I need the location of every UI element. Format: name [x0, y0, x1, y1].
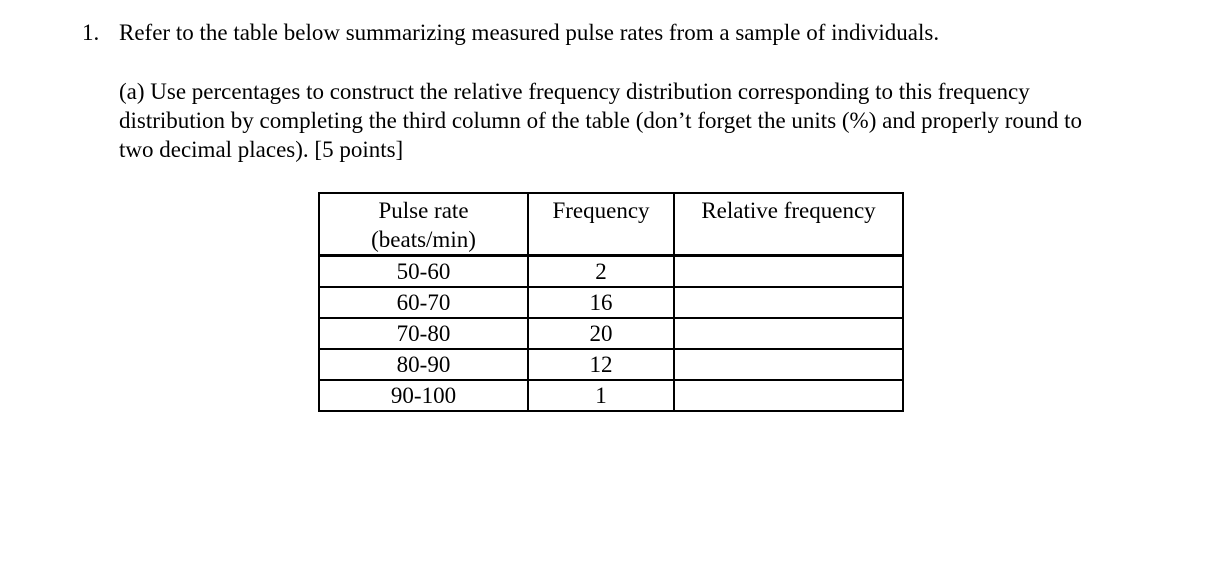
cell-frequency: 1 [528, 380, 674, 411]
header-pulse-rate: Pulse rate (beats/min) [319, 193, 528, 256]
table-row [319, 287, 903, 318]
cell-range: 60-70 [319, 287, 528, 318]
cell-frequency: 12 [528, 349, 674, 380]
cell-relative-frequency[interactable] [674, 318, 903, 349]
table-row [319, 380, 903, 411]
table-row [319, 256, 903, 288]
table-row [319, 349, 903, 380]
cell-frequency: 2 [528, 256, 674, 288]
part-a-line: (a) Use percentages to construct the relative frequency distribution corresponding to this frequency [119, 79, 1030, 104]
cell-relative-frequency[interactable] [674, 380, 903, 411]
part-a-line: two decimal places). [5 points] [119, 137, 404, 162]
header-relative-frequency: Relative frequency [674, 193, 903, 256]
table-row [319, 318, 903, 349]
cell-relative-frequency[interactable] [674, 349, 903, 380]
question-number: 1. [82, 20, 100, 45]
part-a-instructions [119, 77, 1199, 164]
cell-relative-frequency[interactable] [674, 287, 903, 318]
cell-frequency: 16 [528, 287, 674, 318]
question-1 [82, 18, 939, 48]
cell-frequency: 20 [528, 318, 674, 349]
header-frequency: Frequency [528, 193, 674, 256]
cell-relative-frequency[interactable] [674, 256, 903, 288]
question-text: Refer to the table below summarizing measured pulse rates from a sample of individuals. [119, 20, 940, 45]
pulse-rate-table [318, 192, 904, 412]
cell-range: 70-80 [319, 318, 528, 349]
part-a-line: distribution by completing the third column of the table (don’t forget the units (%) and properly round to [119, 108, 1083, 133]
cell-range: 80-90 [319, 349, 528, 380]
table-header-row [319, 193, 903, 256]
cell-range: 50-60 [319, 256, 528, 288]
cell-range: 90-100 [319, 380, 528, 411]
